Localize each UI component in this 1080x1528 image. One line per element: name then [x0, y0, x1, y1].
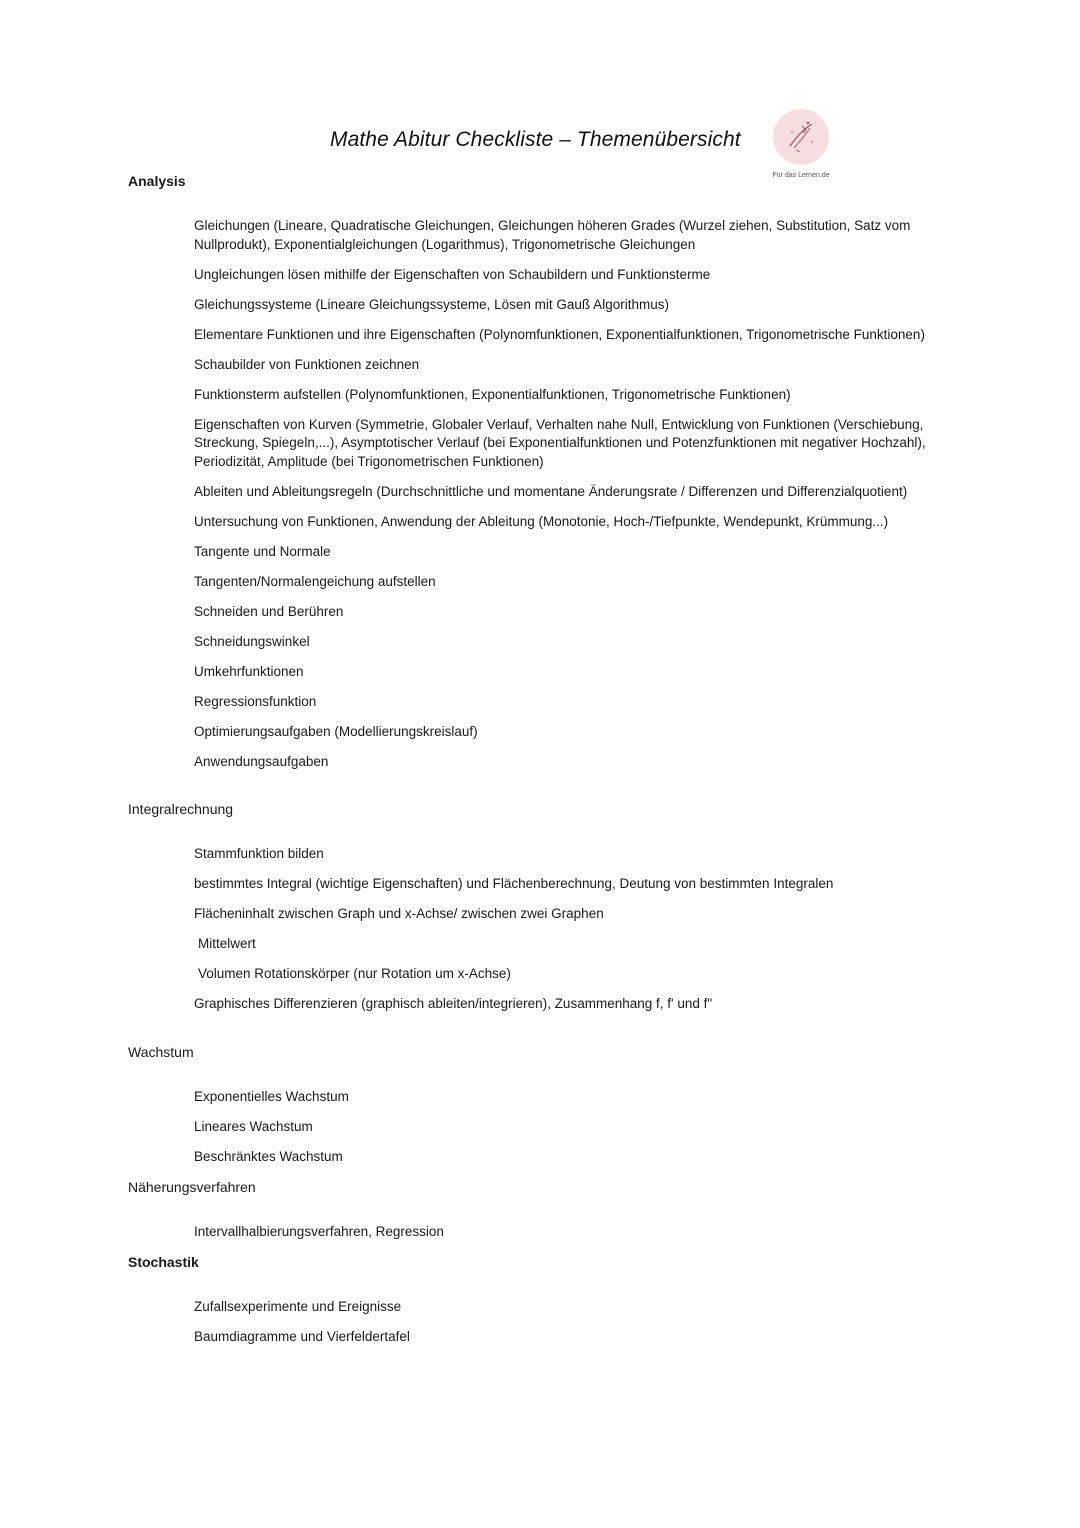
- list-item: Optimierungsaufgaben (Modellierungskreislauf): [194, 723, 478, 739]
- list-item: Flächeninhalt zwischen Graph und x-Achse/ zwischen zwei Graphen: [194, 906, 604, 921]
- list-item: Mittelwert: [198, 936, 256, 951]
- topic-list: [128, 845, 958, 1014]
- list-item: Tangente und Normale: [194, 543, 331, 559]
- list-item: Gleichungssysteme (Lineare Gleichungssysteme, Lösen mit Gauß Algorithmus): [194, 296, 669, 312]
- list-item: Lineares Wachstum: [194, 1118, 313, 1134]
- section-title: Integralrechnung: [128, 801, 234, 817]
- checklist-content: [128, 172, 958, 1358]
- list-item: Untersuchung von Funktionen, Anwendung der Ableitung (Monotonie, Hoch-/Tiefpunkte, Wendepunkt, Krümmung...): [194, 513, 889, 529]
- topic-list: [128, 1088, 958, 1167]
- topic-list: [128, 1298, 958, 1347]
- list-item: Schneiden und Berühren: [194, 603, 344, 619]
- list-item: Baumdiagramme und Vierfeldertafel: [194, 1328, 410, 1344]
- list-item: Exponentielles Wachstum: [194, 1088, 349, 1104]
- section-title: Analysis: [128, 173, 186, 189]
- list-item: Volumen Rotationskörper (nur Rotation um x-Achse): [198, 966, 511, 981]
- list-item: Intervallhalbierungsverfahren, Regression: [194, 1223, 444, 1239]
- topic-list: [128, 217, 958, 771]
- list-item: Elementare Funktionen und ihre Eigenschaften (Polynomfunktionen, Exponentialfunktionen, Trigonometrische Funktionen): [194, 326, 925, 342]
- list-item: Schneidungswinkel: [194, 633, 310, 649]
- list-item: Regressionsfunktion: [194, 693, 317, 709]
- list-item: Zufallsexperimente und Ereignisse: [194, 1298, 402, 1314]
- list-item: Gleichungen (Lineare, Quadratische Gleichungen, Gleichungen höheren Grades (Wurzel ziehen, Substitution, Satz vom Nullprodukt), Exponentialgleichungen (Logarithmus), Trigonometrische Gleichungen: [194, 218, 911, 252]
- section-integralrechnung: [128, 800, 958, 1014]
- section-stochastik: [128, 1253, 958, 1347]
- list-item: Tangenten/Normalengeichung aufstellen: [194, 573, 436, 589]
- list-item: Graphisches Differenzieren (graphisch ableiten/integrieren), Zusammenhang f, f' und f": [194, 996, 713, 1011]
- list-item: Beschränktes Wachstum: [194, 1148, 343, 1164]
- list-item: Schaubilder von Funktionen zeichnen: [194, 356, 420, 372]
- section-naeherungsverfahren: [128, 1178, 958, 1242]
- section-title: Näherungsverfahren: [128, 1178, 256, 1195]
- list-item: Anwendungsaufgaben: [194, 753, 329, 769]
- list-item: Funktionsterm aufstellen (Polynomfunktionen, Exponentialfunktionen, Trigonometrische Funktionen): [194, 386, 791, 402]
- topic-list: [128, 1223, 958, 1242]
- page-title: Mathe Abitur Checkliste – Themenübersicht: [330, 128, 741, 151]
- list-item: bestimmtes Integral (wichtige Eigenschaften) und Flächenberechnung, Deutung von bestimmten Integralen: [194, 876, 834, 891]
- list-item: Ableiten und Ableitungsregeln (Durchschnittliche und momentane Änderungsrate / Differenzen und Differenzialquotient): [194, 483, 908, 499]
- section-analysis: [128, 172, 958, 771]
- section-wachstum: [128, 1043, 958, 1167]
- section-title: Wachstum: [128, 1043, 194, 1060]
- list-item: Stammfunktion bilden: [194, 846, 324, 861]
- section-title: Stochastik: [128, 1253, 199, 1270]
- list-item: Ungleichungen lösen mithilfe der Eigenschaften von Schaubildern und Funktionsterme: [194, 266, 711, 282]
- logo-caption: Für das Lernen.de: [772, 172, 830, 179]
- logo-icon: [772, 108, 830, 166]
- list-item: Umkehrfunktionen: [194, 663, 304, 679]
- list-item: Eigenschaften von Kurven (Symmetrie, Globaler Verlauf, Verhalten nahe Null, Entwicklung von Funktionen (Verschiebung, Streckung, Spiegeln,...), Asymptotischer Verlauf (bei Exponentialfunktionen und Potenzfunktionen mit negativer Hochzahl), Periodizität, Amplitude (bei Trigonometrischen Funktionen): [194, 416, 926, 469]
